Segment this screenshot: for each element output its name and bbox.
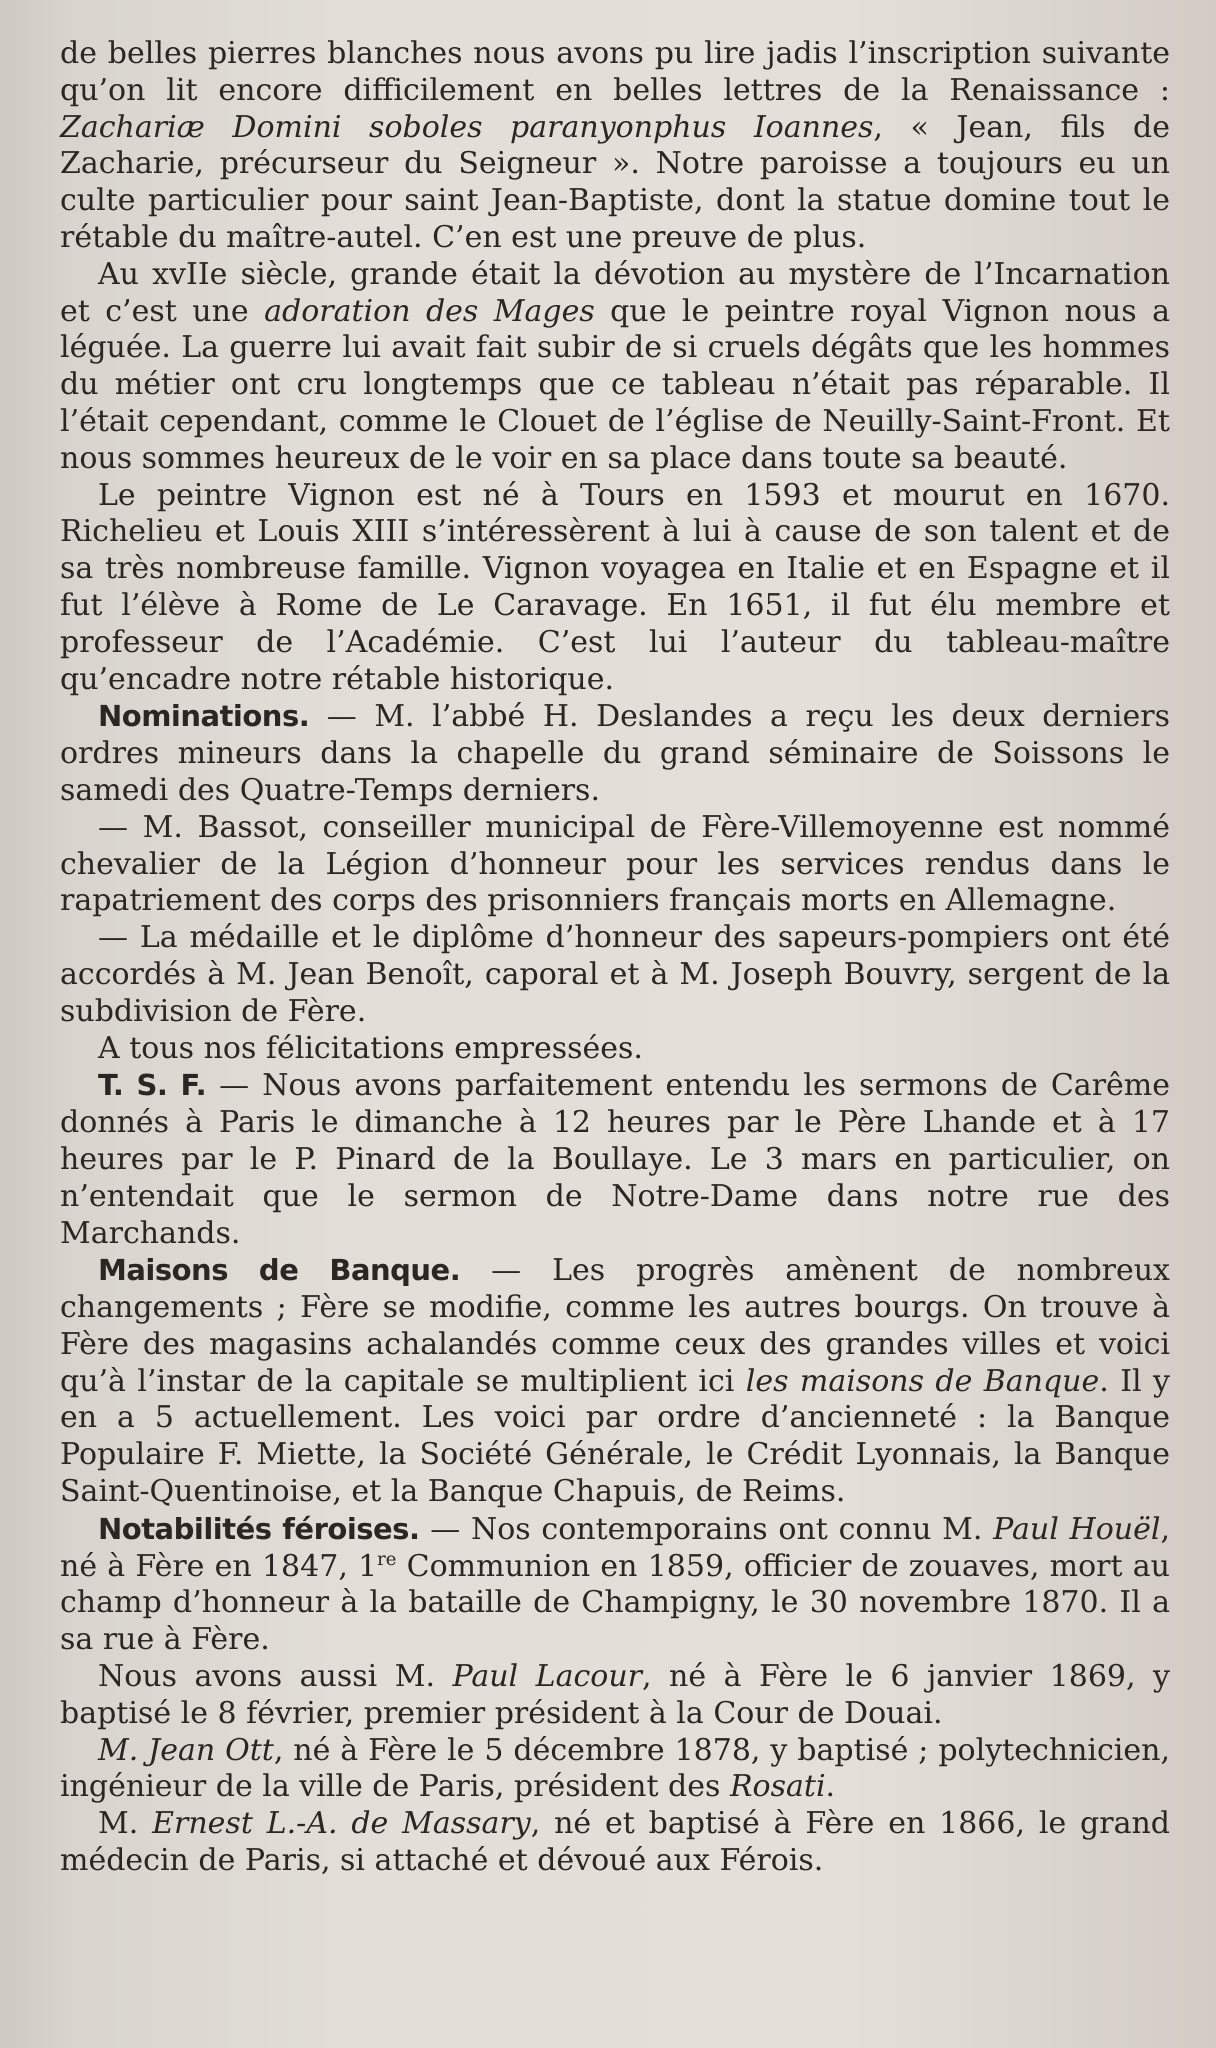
document-page xyxy=(60,36,1170,2026)
paragraph-massary: M. Ernest L.-A. de Massary, né et baptisé à Fère en 1866, le grand médecin de Paris, si attaché et dévoué aux Férois. xyxy=(60,1806,1171,1879)
section-heading-banque: Maisons de Banque. xyxy=(98,1253,461,1288)
paragraph-bassot: — M. Bassot, conseiller municipal de Fère-Villemoyenne est nommé chevalier de la Légion d’honneur pour les services rendus dans le rapatriement des corps des prisonniers français morts en Allemagne. xyxy=(60,809,1170,919)
paragraph-felicitations: A tous nos félicitations empressées. xyxy=(98,1030,643,1066)
paragraph-banque: Maisons de Banque. — Les progrès amènent de nombreux changements ; Fère se modifie, comme les autres bourgs. On trouve à Fère des magasins achalandés comme ceux des grandes villes et voici qu’à l’instar de la capitale se multiplient ici les maisons de Banque. Il y en a 5 actuellement. Les voici par ordre d’ancienneté : la Banque Populaire F. Miette, la Société Générale, le Crédit Lyonnais, la Banque Saint-Quentinoise, et la Banque Chapuis, de Reims. xyxy=(60,1253,1170,1510)
section-heading-notabilites: Notabilités féroises. xyxy=(98,1511,420,1546)
paragraph-sapeurs-pompiers: — La médaille et le diplôme d’honneur des sapeurs-pompiers ont été accordés à M. Jean Benoît, caporal et à M. Joseph Bouvry, sergent de la subdivision de Fère. xyxy=(60,920,1170,1029)
section-heading-tsf: T. S. F. xyxy=(98,1068,207,1103)
paragraph-vignon-painting: Au xvIIe siècle, grande était la dévotion au mystère de l’Incarnation et c’est une adoration des Mages que le peintre royal Vignon nous a léguée. La guerre lui avait fait subir de si cruels dégâts que les hommes du métier ont cru longtemps que ce tableau n’était pas réparable. Il l’était cependant, comme le Clouet de l’église de Neuilly-Saint-Front. Et nous sommes heureux de le voir en sa place dans toute sa beauté. xyxy=(60,256,1170,476)
paragraph-vignon-biography: Le peintre Vignon est né à Tours en 1593 et mourut en 1670. Richelieu et Louis XIII s’intéressèrent à lui à cause de son talent et de sa très nombreuse famille. Vignon voyagea en Italie et en Espagne et il fut l’élève à Rome de Le Caravage. En 1651, il fut élu membre et professeur de l’Académie. C’est lui l’auteur du tableau-maître qu’encadre notre rétable historique. xyxy=(60,477,1170,697)
paragraph-tsf: T. S. F. — Nous avons parfaitement entendu les sermons de Carême donnés à Paris le dimanche à 12 heures par le Père Lhande et à 17 heures par le P. Pinard de la Boullaye. Le 3 mars en particulier, on n’entendait que le sermon de Notre-Dame dans notre rue des Marchands. xyxy=(60,1068,1170,1251)
paragraph-notabilites: Notabilités féroises. — Nos contemporains ont connu M. Paul Houël, né à Fère en 1847, 1re Communion en 1859, officier de zouaves, mort au champ d’honneur à la bataille de Champigny, le 30 novembre 1870. Il a sa rue à Fère. xyxy=(60,1511,1170,1658)
paragraph-lacour: Nous avons aussi M. Paul Lacour, né à Fère le 6 janvier 1869, y baptisé le 8 février, premier président à la Cour de Douai. xyxy=(60,1659,1170,1731)
paragraph-ott: M. Jean Ott, né à Fère le 5 décembre 1878, y baptisé ; polytechnicien, ingénieur de la ville de Paris, président des Rosati. xyxy=(60,1732,1171,1805)
painting-title: adoration des Mages xyxy=(264,293,595,329)
latin-inscription: Zachariæ Domini soboles paranyonphus Ioannes xyxy=(60,109,874,145)
paragraph-nominations: Nominations. — M. l’abbé H. Deslandes a reçu les deux derniers ordres mineurs dans la chapelle du grand séminaire de Soissons le samedi des Quatre-Temps derniers. xyxy=(60,699,1170,808)
section-heading-nominations: Nominations. xyxy=(98,699,310,734)
paragraph-inscription: de belles pierres blanches nous avons pu lire jadis l’inscription suivante qu’on lit encore difficilement en belles lettres de la Renaissance : Zachariæ Domini soboles paranyonphus Ioannes, « Jean, fils de Zacharie, précurseur du Seigneur ». Notre paroisse a toujours eu un culte particulier pour saint Jean-Baptiste, dont la statue domine tout le rétable du maître-autel. C’en est une preuve de plus. xyxy=(60,36,1170,255)
